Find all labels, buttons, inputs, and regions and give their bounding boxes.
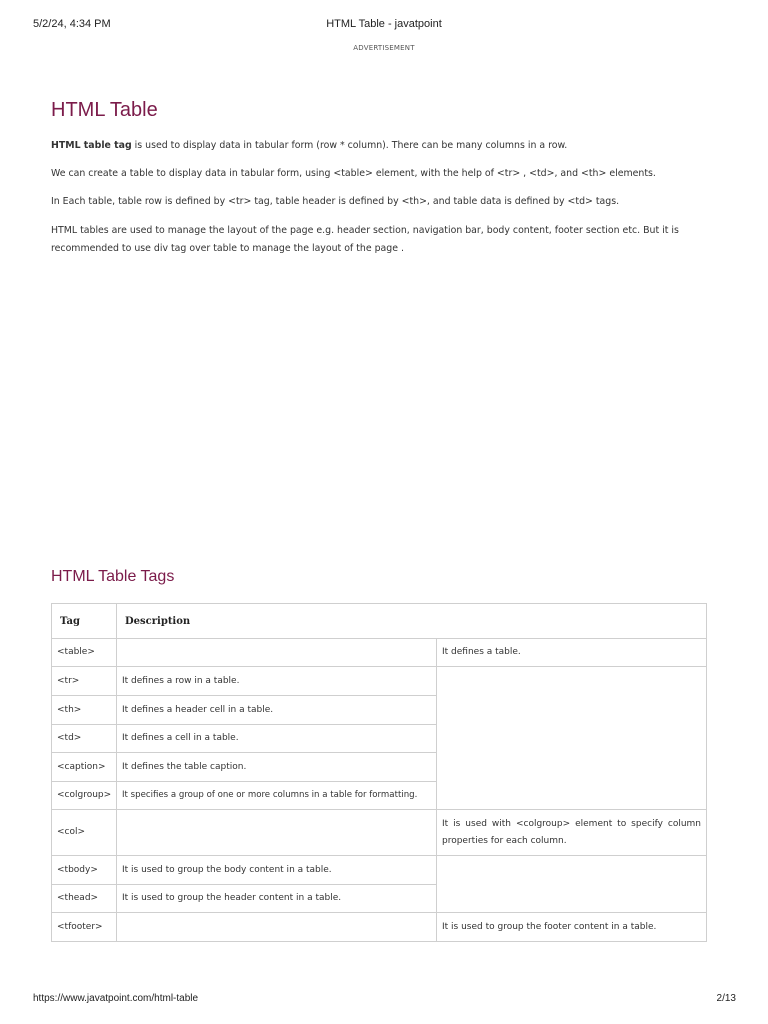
description-cell: It defines a table. [437,639,707,667]
description-cell: It is used to group the header content in a table. [117,885,437,913]
empty-cell [437,667,707,810]
header-description: Description [117,604,707,639]
header-tag: Tag [52,604,117,639]
empty-cell [117,639,437,667]
tag-cell: <thead> [52,885,117,913]
table-row [52,639,707,667]
paragraph-table-elements: In Each table, table row is defined by <tr> tag, table header is defined by <th>, and table data is defined by <td> tags. [51,196,620,207]
print-page-title: HTML Table - javatpoint [326,18,442,30]
tag-cell: <th> [52,696,117,725]
advertisement-label: ADVERTISEMENT [353,44,415,52]
tag-cell: <tbody> [52,856,117,885]
section-title: HTML Table Tags [51,568,175,585]
empty-cell [117,810,437,856]
print-datetime: 5/2/24, 4:34 PM [33,18,111,30]
paragraph-layout-note: HTML tables are used to manage the layout of the page e.g. header section, navigation bar, body content, footer section etc. But it is recommended to use div tag over table to manage the layout of the page . [51,225,679,254]
tag-cell: <col> [52,810,117,856]
table-row [52,913,707,942]
page-title: HTML Table [51,99,158,121]
intro-text: is used to display data in tabular form (row * column). There can be many columns in a row. [131,140,568,151]
table-header-row [52,604,707,639]
table-row [52,856,707,885]
tag-cell: <tfooter> [52,913,117,942]
intro-bold-term: HTML table tag [51,140,132,151]
description-cell: It defines a cell in a table. [117,725,437,753]
tag-cell: <tr> [52,667,117,696]
description-cell: It defines a row in a table. [117,667,437,696]
empty-cell [117,913,437,942]
tag-cell: <caption> [52,753,117,782]
description-cell: It is used to group the footer content in a table. [437,913,707,942]
description-cell: It defines a header cell in a table. [117,696,437,725]
tag-cell: <table> [52,639,117,667]
table-row [52,810,707,856]
empty-cell [437,856,707,913]
html-tags-table [51,603,707,942]
intro-paragraph [51,137,716,155]
tag-cell: <colgroup> [52,782,117,810]
description-cell: It defines the table caption. [117,753,437,782]
tag-cell: <td> [52,725,117,753]
description-cell: It is used to group the body content in a table. [117,856,437,885]
table-row [52,667,707,696]
description-cell: It is used with <colgroup> element to specify column properties for each column. [437,810,707,856]
page-url: https://www.javatpoint.com/html-table [33,993,199,1004]
page-number: 2/13 [716,993,736,1004]
paragraph-create-table: We can create a table to display data in tabular form, using <table> element, with the help of <tr> , <td>, and <th> elements. [51,168,656,179]
description-cell: It specifies a group of one or more columns in a table for formatting. [117,782,437,810]
